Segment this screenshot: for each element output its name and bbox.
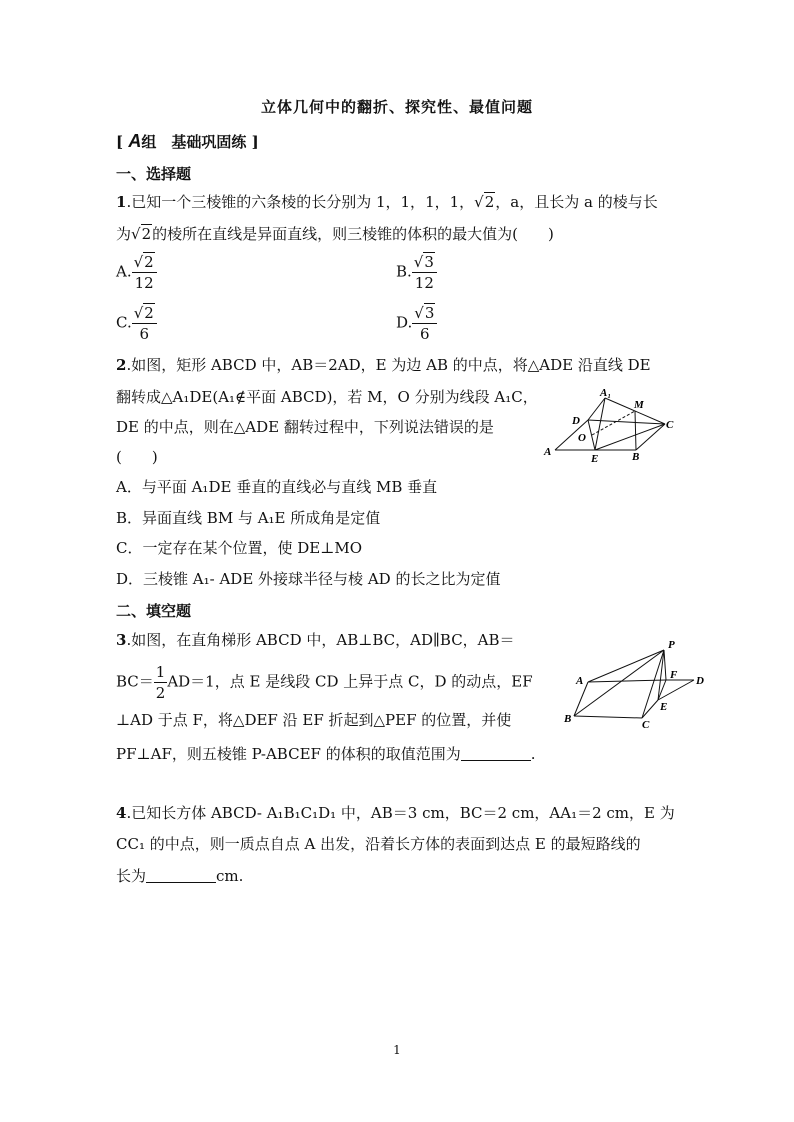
fig-label-c: C — [666, 419, 674, 431]
fraction-numerator: √3 — [412, 303, 437, 324]
group-letter: A — [128, 131, 142, 151]
option-label: A. — [116, 262, 132, 281]
fig-label-o: O — [578, 432, 586, 444]
q1-option-d[interactable] — [396, 303, 437, 344]
bracket-right: ] — [251, 133, 259, 151]
fig-label-e: E — [591, 453, 599, 465]
fraction — [132, 252, 157, 293]
fraction-denominator: 2 — [155, 684, 166, 702]
q3-line4 — [116, 744, 535, 764]
q1-option-b[interactable] — [396, 252, 437, 293]
fig-edge — [588, 420, 595, 450]
q3-text-2a: BC＝ — [116, 672, 154, 691]
q2-option-a[interactable]: A．与平面 A₁DE 垂直的直线必与直线 MB 垂直 — [116, 478, 438, 496]
fig-edge — [636, 424, 665, 450]
fraction-numerator: √3 — [412, 252, 437, 273]
fig-label-f: F — [670, 669, 678, 681]
fig-edge-dashed — [592, 411, 635, 435]
q4-text-3b: cm. — [216, 867, 244, 885]
q3-line1 — [116, 630, 515, 650]
q2-line1 — [116, 355, 651, 375]
fig-edge — [574, 716, 642, 718]
q2-text-1: .如图，矩形 ABCD 中，AB＝2AD，E 为边 AB 的中点，将△ADE 沿直线 DE — [126, 356, 651, 374]
bracket-left: [ — [116, 133, 124, 151]
option-label: C. — [116, 313, 132, 332]
q1-text-a: .已知一个三棱锥的六条棱的长分别为 1，1，1，1， — [126, 193, 475, 211]
page-number: 1 — [393, 1043, 401, 1057]
part-fill-heading: 二、填空题 — [116, 602, 192, 620]
fraction — [154, 662, 168, 703]
q1-number: 1 — [116, 193, 127, 211]
fraction — [412, 252, 437, 293]
fig-label-a1: A₁ — [600, 387, 612, 399]
fig-label-b: B — [564, 713, 572, 725]
q2-option-d[interactable]: D．三棱锥 A₁- ADE 外接球半径与棱 AD 的长之比为定值 — [116, 570, 501, 588]
q1-line1 — [116, 192, 658, 212]
option-label: B. — [396, 262, 412, 281]
fraction-denominator: 6 — [139, 325, 150, 343]
q4-text-1: .已知长方体 ABCD- A₁B₁C₁D₁ 中，AB＝3 cm，BC＝2 cm，AA₁＝2 cm，E 为 — [126, 804, 675, 822]
part-choice-heading: 一、选择题 — [116, 165, 192, 183]
fig-label-d: D — [572, 415, 580, 427]
fraction-denominator: 12 — [414, 274, 434, 292]
q4-number: 4 — [116, 804, 127, 822]
q2-line2: 翻转成△A₁DE(A₁∉平面 ABCD)，若 M，O 分别为线段 A₁C， — [116, 388, 538, 406]
page-title: 立体几何中的翻折、探究性、最值问题 — [260, 98, 533, 116]
fig-edge — [588, 650, 664, 682]
q3-line2 — [116, 662, 533, 703]
q1-text-d: 的棱所在直线是异面直线，则三棱锥的体积的最大值为( ) — [152, 225, 554, 243]
fig-edge — [658, 680, 694, 700]
option-label: D. — [396, 313, 413, 332]
fraction — [412, 303, 437, 344]
q3-number: 3 — [116, 631, 127, 649]
answer-blank[interactable] — [146, 868, 216, 883]
section-group-tag — [116, 131, 259, 152]
fig-edge — [635, 411, 636, 450]
sqrt-symbol: √2 — [474, 193, 495, 211]
fig-edge — [595, 398, 605, 450]
fig-edge — [664, 650, 666, 680]
q3-text-4a: PF⊥AF，则五棱锥 P-ABCEF 的体积的取值范围为 — [116, 745, 461, 763]
fig-edge — [588, 420, 665, 424]
q1-option-c[interactable] — [116, 303, 157, 344]
q2-number: 2 — [116, 356, 127, 374]
fig-label-b: B — [632, 451, 640, 463]
fig-label-m: M — [634, 399, 644, 411]
q4-line2: CC₁ 的中点，则一质点自点 A 出发，沿着长方体的表面到达点 E 的最短路线的 — [116, 835, 641, 853]
fraction-numerator: 1 — [155, 663, 166, 681]
q1-option-a[interactable] — [116, 252, 157, 293]
q1-text-b: ，a，且长为 a 的棱与长 — [495, 193, 658, 211]
fraction — [132, 303, 157, 344]
group-text: 组 基础巩固练 — [141, 133, 247, 151]
q2-line3: DE 的中点，则在△ADE 翻转过程中，下列说法错误的是 — [116, 418, 494, 436]
radicand: 2 — [484, 193, 495, 211]
fraction-denominator: 6 — [420, 325, 430, 343]
q4-line1 — [116, 803, 675, 823]
q3-text-1: .如图，在直角梯形 ABCD 中，AB⊥BC，AD∥BC，AB＝ — [126, 631, 515, 649]
fig-label-a: A — [544, 446, 552, 458]
fraction-numerator: √2 — [132, 252, 157, 273]
q3-text-4b: . — [530, 745, 536, 763]
q1-line2 — [116, 224, 554, 244]
fig-label-d: D — [696, 675, 704, 687]
radicand: 2 — [141, 225, 152, 243]
fig-label-c: C — [642, 719, 650, 730]
q4-text-3a: 长为 — [116, 867, 147, 885]
q2-line4: ( ) — [116, 448, 158, 466]
fraction-numerator: √2 — [132, 303, 157, 324]
fraction-denominator: 12 — [134, 274, 154, 292]
fig-label-a: A — [576, 675, 584, 687]
fig-label-e: E — [660, 701, 668, 713]
fig-label-p: P — [668, 639, 675, 651]
q1-text-c: 为 — [116, 225, 132, 243]
sqrt-symbol: √2 — [131, 225, 152, 243]
q2-figure — [540, 386, 680, 466]
q3-text-2b: AD＝1，点 E 是线段 CD 上异于点 C，D 的动点，EF — [167, 672, 533, 691]
q2-option-b[interactable]: B．异面直线 BM 与 A₁E 所成角是定值 — [116, 509, 381, 527]
q2-option-c[interactable]: C．一定存在某个位置，使 DE⊥MO — [116, 539, 362, 557]
q4-line3 — [116, 866, 243, 886]
answer-blank[interactable] — [461, 746, 531, 761]
q3-line3: ⊥AD 于点 F，将△DEF 沿 EF 折起到△PEF 的位置，并使 — [116, 711, 512, 729]
q3-figure — [560, 638, 710, 730]
